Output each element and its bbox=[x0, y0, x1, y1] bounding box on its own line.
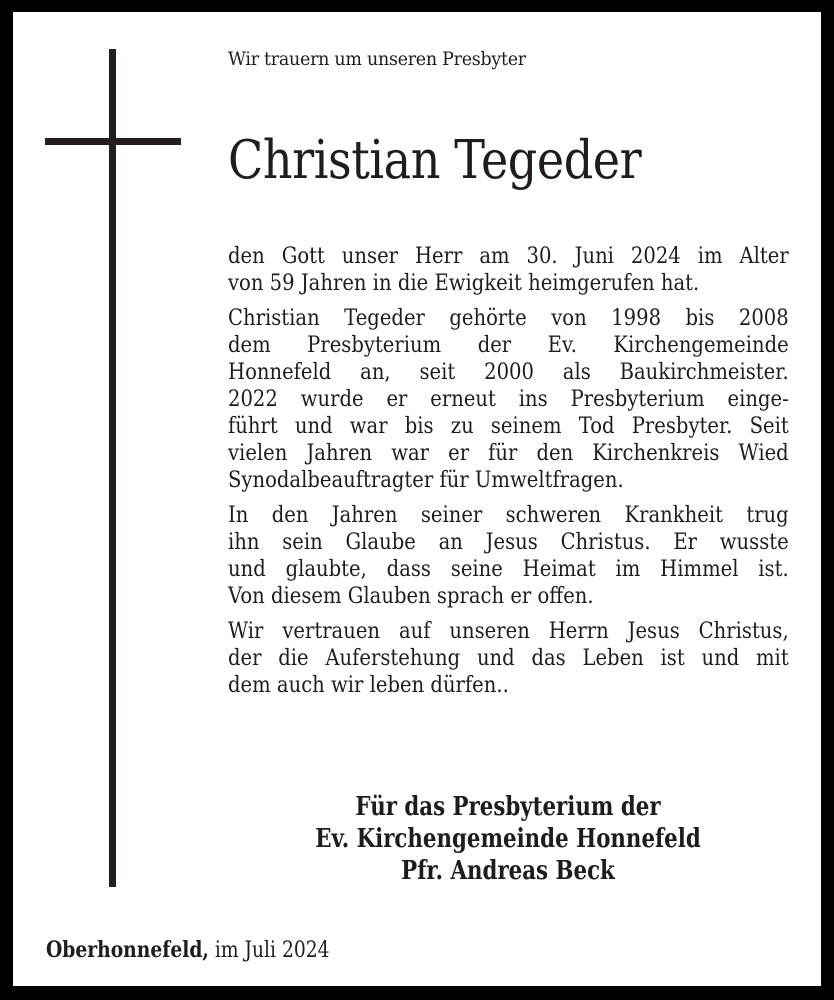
cross-icon-horizontal-bar bbox=[45, 138, 181, 145]
text-line: Synodalbeauftragter für Umweltfragen. bbox=[228, 468, 624, 493]
paragraph-3 bbox=[228, 502, 789, 610]
text-line: und glaubte, dass seine Heimat im Himmel ist. bbox=[228, 557, 789, 582]
text-line: von 59 Jahren in die Ewigkeit heimgerufen hat. bbox=[228, 271, 700, 296]
text-line: vielen Jahren war er für den Kirchenkreis Wied bbox=[228, 441, 789, 466]
text-line: dem auch wir leben dürfen.. bbox=[228, 673, 509, 698]
obituary-card bbox=[13, 12, 821, 986]
signature-block bbox=[209, 791, 808, 887]
place-name: Oberhonnefeld, bbox=[46, 937, 209, 963]
obituary-body bbox=[228, 243, 789, 707]
paragraph-2 bbox=[228, 305, 789, 494]
text-line: In den Jahren seiner schweren Krankheit trug bbox=[228, 503, 789, 528]
text-line: Von diesem Glauben sprach er offen. bbox=[228, 584, 594, 609]
paragraph-1 bbox=[228, 243, 789, 297]
signature-line: Für das Presbyterium der bbox=[355, 792, 661, 822]
signature-line: Pfr. Andreas Beck bbox=[401, 856, 615, 886]
cross-icon-vertical-bar bbox=[109, 49, 116, 887]
text-line: ihn sein Glaube an Jesus Christus. Er wusste bbox=[228, 530, 789, 555]
text-line: Honnefeld an, seit 2000 als Baukirchmeister. bbox=[228, 360, 789, 385]
text-line: Wir vertrauen auf unseren Herrn Jesus Christus, bbox=[228, 619, 789, 644]
date-text: im Juli 2024 bbox=[214, 938, 330, 963]
paragraph-4 bbox=[228, 618, 789, 699]
text-line: den Gott unser Herr am 30. Juni 2024 im Alter bbox=[228, 244, 789, 269]
deceased-name: Christian Tegeder bbox=[228, 130, 642, 191]
text-line: 2022 wurde er erneut ins Presbyterium einge- bbox=[228, 387, 789, 412]
place-date-footer bbox=[46, 937, 330, 963]
intro-line: Wir trauern um unseren Presbyter bbox=[228, 48, 526, 70]
signature-line: Ev. Kirchengemeinde Honnefeld bbox=[315, 824, 701, 854]
text-line: dem Presbyterium der Ev. Kirchengemeinde bbox=[228, 333, 789, 358]
text-line: führt und war bis zu seinem Tod Presbyter. Seit bbox=[228, 414, 789, 439]
text-line: Christian Tegeder gehörte von 1998 bis 2008 bbox=[228, 306, 789, 331]
text-line: der die Auferstehung und das Leben ist und mit bbox=[228, 646, 789, 671]
